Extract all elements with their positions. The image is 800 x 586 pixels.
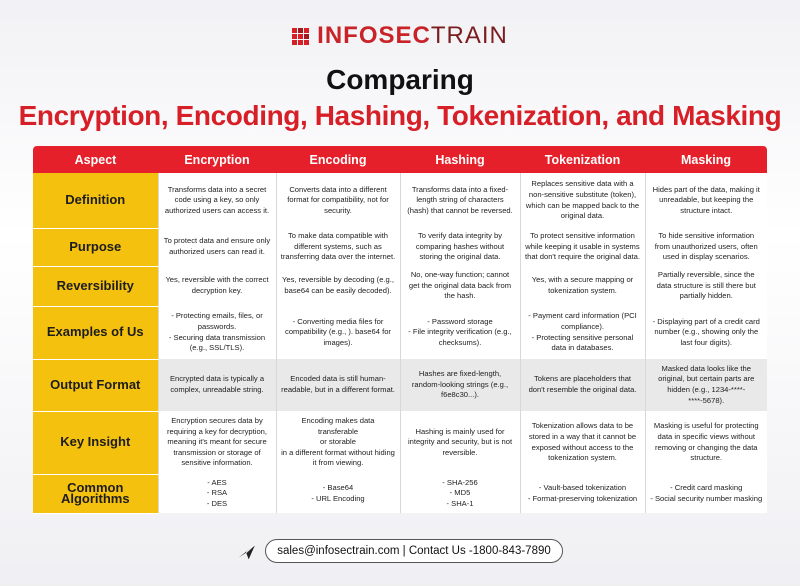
comparison-table: [33, 146, 767, 514]
cell-line: - SHA-1: [446, 498, 474, 508]
table-cell: [645, 411, 767, 474]
cell-line: Partially reversible, since the: [657, 270, 755, 280]
cell-line: used in display scenarios.: [662, 252, 750, 262]
cell-line: - Password storage: [427, 316, 493, 326]
table-row: [33, 411, 767, 474]
table-cell: [645, 306, 767, 359]
table-cell: [400, 228, 520, 266]
table-cell: [400, 474, 520, 513]
contact-info: sales@infosectrain.com | Contact Us -1800-843-7890: [265, 539, 563, 563]
title-line-2: Encryption, Encoding, Hashing, Tokenization, and Masking: [18, 100, 782, 131]
cell-line: integrity and security, but is not: [407, 437, 513, 447]
cell-line: Tokenization allows data to be: [531, 421, 634, 431]
cell-line: - Vault-based tokenization: [538, 482, 627, 492]
cell-line: while keeping it usable in systems: [525, 241, 640, 251]
cell-line: - Format-preserving tokenization: [527, 493, 638, 503]
table-cell: [520, 359, 645, 411]
cell-line: compatibility (e.g., ). base64 for: [285, 327, 391, 337]
cell-line: Encrypted data is typically a: [169, 374, 265, 384]
cell-line: - DES: [206, 498, 228, 508]
cell-line: (hash) that cannot be reversed.: [407, 205, 513, 215]
cell-line: format for compatibility, not for: [287, 195, 389, 205]
table-cell: [158, 359, 276, 411]
cell-line: passwords.: [197, 321, 237, 331]
row-header: Examples of Us: [33, 306, 158, 359]
cell-line: different systems, such as: [294, 241, 382, 251]
cell-line: or storable: [320, 437, 356, 447]
column-header: Encoding: [276, 146, 400, 173]
cell-line: - Base64: [322, 482, 354, 492]
cell-line: structure intact.: [680, 205, 733, 215]
cell-line: random-looking strings (e.g.,: [411, 379, 509, 389]
table-cell: [520, 266, 645, 306]
cell-line: - Social security number masking: [650, 493, 763, 503]
cell-line: code using a key, so only: [174, 195, 260, 205]
table-cell: [400, 306, 520, 359]
cell-line: To protect data and ensure only: [163, 236, 271, 246]
cell-line: readable, but in a different format.: [281, 385, 395, 394]
cell-line: data structure is still there but: [656, 280, 756, 290]
cell-line: Encoded data is still human-: [290, 374, 386, 384]
cell-line: Transforms data into a fixed-: [411, 184, 509, 194]
cell-line: in a different format without hiding: [281, 447, 395, 457]
cell-line: Yes, reversible by decoding (e.g.,: [281, 275, 394, 285]
cell-line: checksums).: [438, 337, 482, 347]
table-cell: [400, 266, 520, 306]
table-row: [33, 474, 767, 513]
cell-line: transmission or storage of: [173, 447, 261, 457]
cell-line: that don't require the original data.: [524, 252, 640, 262]
cell-line: get the original data back from: [408, 280, 512, 290]
cell-line: tokenization system.: [548, 453, 617, 463]
cell-line: - AES: [207, 477, 227, 487]
cell-line: original data.: [560, 211, 605, 221]
cell-line: - RSA: [206, 488, 228, 498]
row-header: Key Insight: [33, 411, 158, 474]
cell-line: - MD5: [449, 488, 471, 498]
cell-line: requiring a key for decryption,: [166, 426, 268, 436]
cell-line: authorized users can read it.: [169, 247, 265, 256]
cell-line: authorized users can access it.: [164, 205, 270, 215]
cell-line: original, but certain parts are: [658, 374, 755, 384]
cell-line: To make data compatible with: [287, 231, 389, 241]
cell-line: partially hidden.: [679, 291, 733, 301]
cell-line: - Credit card masking: [670, 482, 743, 492]
table-row: [33, 228, 767, 266]
cell-line: structure.: [690, 453, 723, 463]
cell-line: - Displaying part of a credit card: [652, 316, 760, 326]
cell-line: length string of characters: [416, 195, 504, 205]
table-cell: [520, 474, 645, 513]
cell-line: To verify data integrity by: [418, 231, 502, 241]
cell-line: base64 can be easily decoded).: [284, 286, 392, 295]
table-cell: [400, 173, 520, 228]
cell-line: unreadable, but keeping the: [659, 195, 754, 205]
cell-line: decryption key.: [191, 286, 243, 295]
cell-line: data in databases.: [551, 343, 614, 353]
cell-line: - SHA-256: [442, 477, 478, 487]
row-header: Purpose: [33, 228, 158, 266]
cell-line: security.: [324, 205, 352, 215]
table-cell: [158, 411, 276, 474]
brand-name: INFOSECTRAIN: [317, 22, 508, 49]
cell-line: sensitive information.: [181, 458, 253, 468]
table-cell: [276, 173, 400, 228]
cell-line: which can be mapped back to the: [525, 200, 640, 210]
row-header: Definition: [33, 173, 158, 228]
cell-line: complex, unreadable string.: [170, 385, 264, 394]
cell-line: Hashing is mainly used for: [415, 426, 505, 436]
table-cell: [520, 173, 645, 228]
column-header: Hashing: [400, 146, 520, 173]
table-cell: [400, 359, 520, 411]
table-cell: [400, 411, 520, 474]
cell-line: number (e.g., showing only the: [654, 327, 759, 337]
cell-line: Encoding makes data transferable: [301, 416, 375, 436]
row-header: Common Algorithms: [33, 474, 158, 513]
table-row: [33, 266, 767, 306]
row-header: Reversibility: [33, 266, 158, 306]
table-cell: [158, 474, 276, 513]
table-cell: [276, 474, 400, 513]
cell-line: - URL Encoding: [311, 493, 365, 503]
cell-line: f6e8c30...).: [441, 390, 479, 400]
table-row: [33, 173, 767, 228]
cell-line: Tokens are placeholders that: [533, 374, 632, 384]
cell-line: Masked data looks like the: [661, 363, 751, 373]
cell-line: exposed without access to the: [531, 442, 634, 452]
table-cell: [158, 306, 276, 359]
cell-line: don't resemble the original data.: [528, 385, 637, 394]
cell-line: - File integrity verification (e.g.,: [408, 327, 512, 337]
title-line-1: Comparing: [326, 64, 474, 95]
row-header: Output Format: [33, 359, 158, 411]
send-icon: [237, 541, 257, 561]
table-cell: [276, 228, 400, 266]
cell-line: transferring data over the internet.: [280, 252, 396, 262]
cell-line: Hashes are fixed-length,: [418, 369, 502, 379]
cell-line: reversible.: [442, 447, 478, 457]
cell-line: - Protecting emails, files, or: [171, 311, 263, 321]
table-cell: [645, 228, 767, 266]
cell-line: Replaces sensitive data with a: [531, 179, 634, 189]
cell-line: stored in a way that it cannot be: [528, 431, 637, 441]
table-row: [33, 306, 767, 359]
cell-line: (e.g., SSL/TLS).: [189, 343, 245, 353]
table-cell: [645, 266, 767, 306]
table-cell: [520, 306, 645, 359]
cell-line: Yes, reversible with the correct: [165, 275, 269, 285]
table-header-row: [33, 146, 767, 173]
cell-line: - Payment card information (PCI: [528, 311, 637, 321]
cell-line: Yes, with a secure mapping or: [531, 275, 634, 285]
cell-line: the hash.: [444, 291, 476, 301]
cell-line: it from viewing.: [312, 458, 364, 468]
table-cell: [276, 411, 400, 474]
table-cell: [520, 411, 645, 474]
cell-line: non-sensitive substitute (token),: [528, 189, 637, 199]
column-header: Tokenization: [520, 146, 645, 173]
cell-line: ****-5678).: [688, 395, 725, 405]
cell-line: Encryption secures data by: [171, 416, 263, 426]
cell-line: images).: [323, 337, 353, 347]
cell-line: - Protecting sensitive personal: [531, 332, 634, 342]
infosectrain-logo-icon: [292, 28, 309, 45]
table-row: [33, 359, 767, 411]
cell-line: - Securing data transmission: [168, 332, 266, 342]
cell-line: To hide sensitive information: [658, 231, 755, 241]
cell-line: removing or changing the data: [654, 442, 758, 452]
cell-line: Masking is useful for protecting: [653, 421, 759, 431]
cell-line: hidden (e.g., 1234-****-: [667, 385, 746, 394]
contact-footer: [0, 539, 800, 563]
cell-line: Transforms data into a secret: [167, 184, 267, 194]
cell-line: from unauthorized users, often: [654, 241, 758, 251]
cell-line: meaning it's meant for secure: [167, 437, 267, 447]
cell-line: Converts data into a different: [289, 184, 387, 194]
column-header: Aspect: [33, 146, 158, 173]
cell-line: comparing hashes without: [415, 241, 505, 251]
cell-line: last four digits).: [680, 337, 732, 347]
cell-line: storing the original data.: [419, 252, 501, 262]
table-cell: [158, 173, 276, 228]
cell-line: No, one-way function; cannot: [410, 270, 510, 280]
column-header: Encryption: [158, 146, 276, 173]
table-cell: [645, 359, 767, 411]
brand-logo: [0, 22, 800, 50]
table-cell: [276, 306, 400, 359]
cell-line: Hides part of the data, making it: [652, 184, 760, 194]
cell-line: tokenization system.: [548, 286, 617, 295]
table-cell: [276, 359, 400, 411]
cell-line: compliance).: [560, 321, 605, 331]
table-cell: [520, 228, 645, 266]
table-cell: [276, 266, 400, 306]
cell-line: To protect sensitive information: [530, 231, 635, 241]
table-cell: [158, 228, 276, 266]
table-cell: [645, 474, 767, 513]
cell-line: - Converting media files for: [292, 316, 384, 326]
table-cell: [645, 173, 767, 228]
column-header: Masking: [645, 146, 767, 173]
table-cell: [158, 266, 276, 306]
cell-line: data in specific views without: [657, 431, 755, 441]
